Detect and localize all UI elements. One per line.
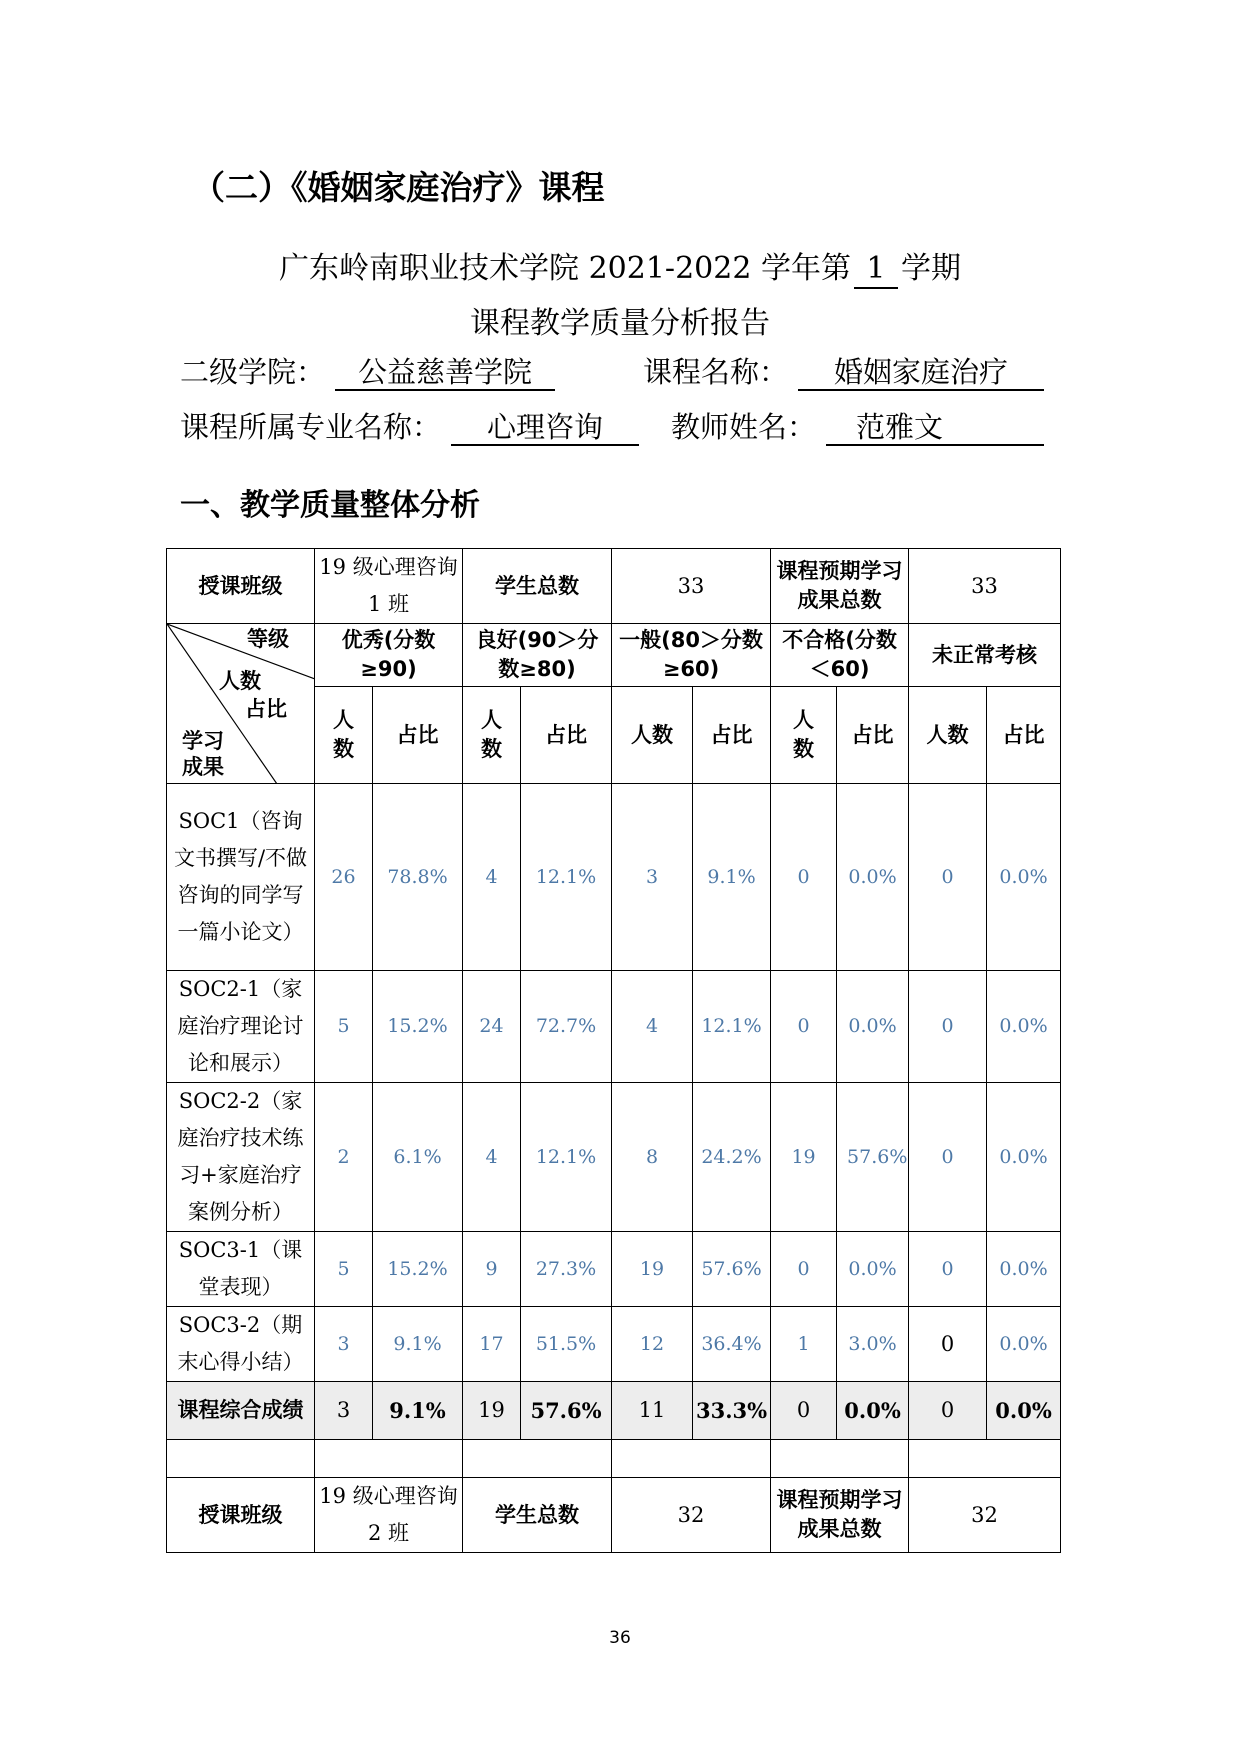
good-count: 4 — [463, 1083, 521, 1232]
table-row — [167, 1083, 1061, 1232]
outcome-name: SOC2-2（家庭治疗技术练习+家庭治疗案例分析） — [167, 1083, 315, 1232]
info-line-1 — [180, 350, 1044, 391]
count-header: 人数 — [612, 687, 693, 784]
level-header-row — [167, 624, 1061, 687]
empty-cell — [612, 1440, 771, 1478]
not-assessed-ratio: 0.0% — [987, 1232, 1061, 1307]
good-count: 4 — [463, 784, 521, 971]
average-count: 8 — [612, 1083, 693, 1232]
excellent-ratio: 6.1% — [373, 1083, 463, 1232]
fail-ratio: 0.0% — [837, 971, 909, 1083]
not-assessed-count: 0 — [909, 1083, 987, 1232]
report-title-line-1 — [0, 243, 1240, 289]
level-fail: 不合格(分数＜60) — [771, 624, 909, 687]
excellent-count: 26 — [315, 784, 373, 971]
count-header: 人数 — [463, 687, 521, 784]
teacher-name: 范雅文 — [856, 410, 944, 444]
class-label: 授课班级 — [167, 549, 315, 624]
ratio-header: 占比 — [837, 687, 909, 784]
level-excellent: 优秀(分数≥90) — [315, 624, 463, 687]
fail-count: 0 — [771, 971, 837, 1083]
average-ratio: 12.1% — [693, 971, 771, 1083]
level-not-assessed: 未正常考核 — [909, 624, 1061, 687]
diag-outcome-label: 学习成果 — [182, 729, 224, 779]
total-not-assessed-count: 0 — [909, 1382, 987, 1440]
college-label: 二级学院： — [180, 355, 326, 389]
fail-ratio: 57.6% — [837, 1083, 909, 1232]
good-count: 24 — [463, 971, 521, 1083]
class-name-2: 19 级心理咨询 2 班 — [315, 1478, 463, 1553]
students-label: 学生总数 — [463, 1478, 612, 1553]
quality-table — [166, 548, 1061, 1553]
total-fail-count: 0 — [771, 1382, 837, 1440]
diag-count-label: 人数 — [219, 669, 261, 693]
good-ratio: 12.1% — [521, 784, 612, 971]
total-average-ratio: 33.3% — [693, 1382, 771, 1440]
fail-count: 1 — [771, 1307, 837, 1382]
empty-cell — [167, 1440, 315, 1478]
not-assessed-count: 0 — [909, 971, 987, 1083]
not-assessed-ratio: 0.0% — [987, 1307, 1061, 1382]
diagonal-header-cell — [167, 624, 315, 784]
empty-cell — [909, 1440, 1061, 1478]
good-ratio: 72.7% — [521, 971, 612, 1083]
good-count: 17 — [463, 1307, 521, 1382]
class-name-1: 19 级心理咨询 1 班 — [315, 549, 463, 624]
good-count: 9 — [463, 1232, 521, 1307]
empty-cell — [771, 1440, 909, 1478]
empty-cell — [315, 1440, 463, 1478]
ratio-header: 占比 — [693, 687, 771, 784]
average-ratio: 24.2% — [693, 1083, 771, 1232]
excellent-ratio: 9.1% — [373, 1307, 463, 1382]
diag-ratio-label: 占比 — [245, 697, 287, 721]
average-count: 4 — [612, 971, 693, 1083]
college-value: 公益慈善学院 — [335, 356, 555, 391]
report-title-line-2: 课程教学质量分析报告 — [470, 306, 770, 341]
excellent-ratio: 15.2% — [373, 1232, 463, 1307]
fail-count: 0 — [771, 784, 837, 971]
class-1-row — [167, 549, 1061, 624]
diag-grade-label: 等级 — [247, 627, 289, 651]
excellent-ratio: 78.8% — [373, 784, 463, 971]
good-ratio: 51.5% — [521, 1307, 612, 1382]
not-assessed-count: 0 — [909, 1307, 987, 1382]
outcome-name: SOC3-1（课堂表现） — [167, 1232, 315, 1307]
count-header: 人数 — [771, 687, 837, 784]
students-count-2: 32 — [612, 1478, 771, 1553]
outcomes-count-1: 33 — [909, 549, 1061, 624]
ratio-header: 占比 — [987, 687, 1061, 784]
major-value: 心理咨询 — [451, 411, 639, 446]
total-average-count: 11 — [612, 1382, 693, 1440]
empty-row — [167, 1440, 1061, 1478]
average-count: 12 — [612, 1307, 693, 1382]
not-assessed-count: 0 — [909, 784, 987, 971]
ratio-header: 占比 — [373, 687, 463, 784]
report-title-post: 学期 — [900, 251, 961, 286]
average-ratio: 57.6% — [693, 1232, 771, 1307]
class-label: 授课班级 — [167, 1478, 315, 1553]
major-label: 课程所属专业名称： — [180, 410, 442, 444]
table-row — [167, 784, 1061, 971]
students-count-1: 33 — [612, 549, 771, 624]
level-good: 良好(90＞分数≥80) — [463, 624, 612, 687]
course-label: 课程名称： — [643, 355, 789, 389]
good-ratio: 12.1% — [521, 1083, 612, 1232]
not-assessed-count: 0 — [909, 1232, 987, 1307]
excellent-ratio: 15.2% — [373, 971, 463, 1083]
total-good-ratio: 57.6% — [521, 1382, 612, 1440]
total-label: 课程综合成绩 — [167, 1382, 315, 1440]
outcome-name: SOC2-1（家庭治疗理论讨论和展示） — [167, 971, 315, 1083]
ratio-header: 占比 — [521, 687, 612, 784]
students-label: 学生总数 — [463, 549, 612, 624]
report-title-pre: 广东岭南职业技术学院 2021-2022 学年第 — [279, 251, 851, 286]
teacher-value — [826, 411, 1044, 446]
semester-value: 1 — [854, 252, 898, 289]
outcome-name: SOC1（咨询文书撰写/不做咨询的同学写一篇小论文） — [167, 784, 315, 971]
fail-count: 0 — [771, 1232, 837, 1307]
average-count: 19 — [612, 1232, 693, 1307]
not-assessed-ratio: 0.0% — [987, 1083, 1061, 1232]
fail-ratio: 0.0% — [837, 784, 909, 971]
excellent-count: 5 — [315, 971, 373, 1083]
average-count: 3 — [612, 784, 693, 971]
info-line-2 — [180, 405, 1044, 446]
table-row — [167, 1307, 1061, 1382]
course-value: 婚姻家庭治疗 — [798, 356, 1044, 391]
outcomes-label: 课程预期学习成果总数 — [771, 549, 909, 624]
page-number: 36 — [609, 1628, 631, 1648]
total-good-count: 19 — [463, 1382, 521, 1440]
average-ratio: 36.4% — [693, 1307, 771, 1382]
excellent-count: 3 — [315, 1307, 373, 1382]
fail-ratio: 3.0% — [837, 1307, 909, 1382]
empty-cell — [463, 1440, 612, 1478]
fail-ratio: 0.0% — [837, 1232, 909, 1307]
excellent-count: 5 — [315, 1232, 373, 1307]
table-row — [167, 1232, 1061, 1307]
total-fail-ratio: 0.0% — [837, 1382, 909, 1440]
excellent-count: 2 — [315, 1083, 373, 1232]
outcomes-count-2: 32 — [909, 1478, 1061, 1553]
average-ratio: 9.1% — [693, 784, 771, 971]
count-header: 人数 — [315, 687, 373, 784]
total-row — [167, 1382, 1061, 1440]
good-ratio: 27.3% — [521, 1232, 612, 1307]
total-excellent-count: 3 — [315, 1382, 373, 1440]
fail-count: 19 — [771, 1083, 837, 1232]
not-assessed-ratio: 0.0% — [987, 971, 1061, 1083]
count-header: 人数 — [909, 687, 987, 784]
total-excellent-ratio: 9.1% — [373, 1382, 463, 1440]
outcomes-label: 课程预期学习成果总数 — [771, 1478, 909, 1553]
level-average: 一般(80＞分数≥60) — [612, 624, 771, 687]
total-not-assessed-ratio: 0.0% — [987, 1382, 1061, 1440]
class-2-row — [167, 1478, 1061, 1553]
course-heading: （二）《婚姻家庭治疗》课程 — [192, 168, 605, 207]
table-row — [167, 971, 1061, 1083]
not-assessed-ratio: 0.0% — [987, 784, 1061, 971]
section-title: 一、教学质量整体分析 — [180, 488, 480, 523]
teacher-label: 教师姓名： — [671, 410, 817, 444]
outcome-name: SOC3-2（期末心得小结） — [167, 1307, 315, 1382]
